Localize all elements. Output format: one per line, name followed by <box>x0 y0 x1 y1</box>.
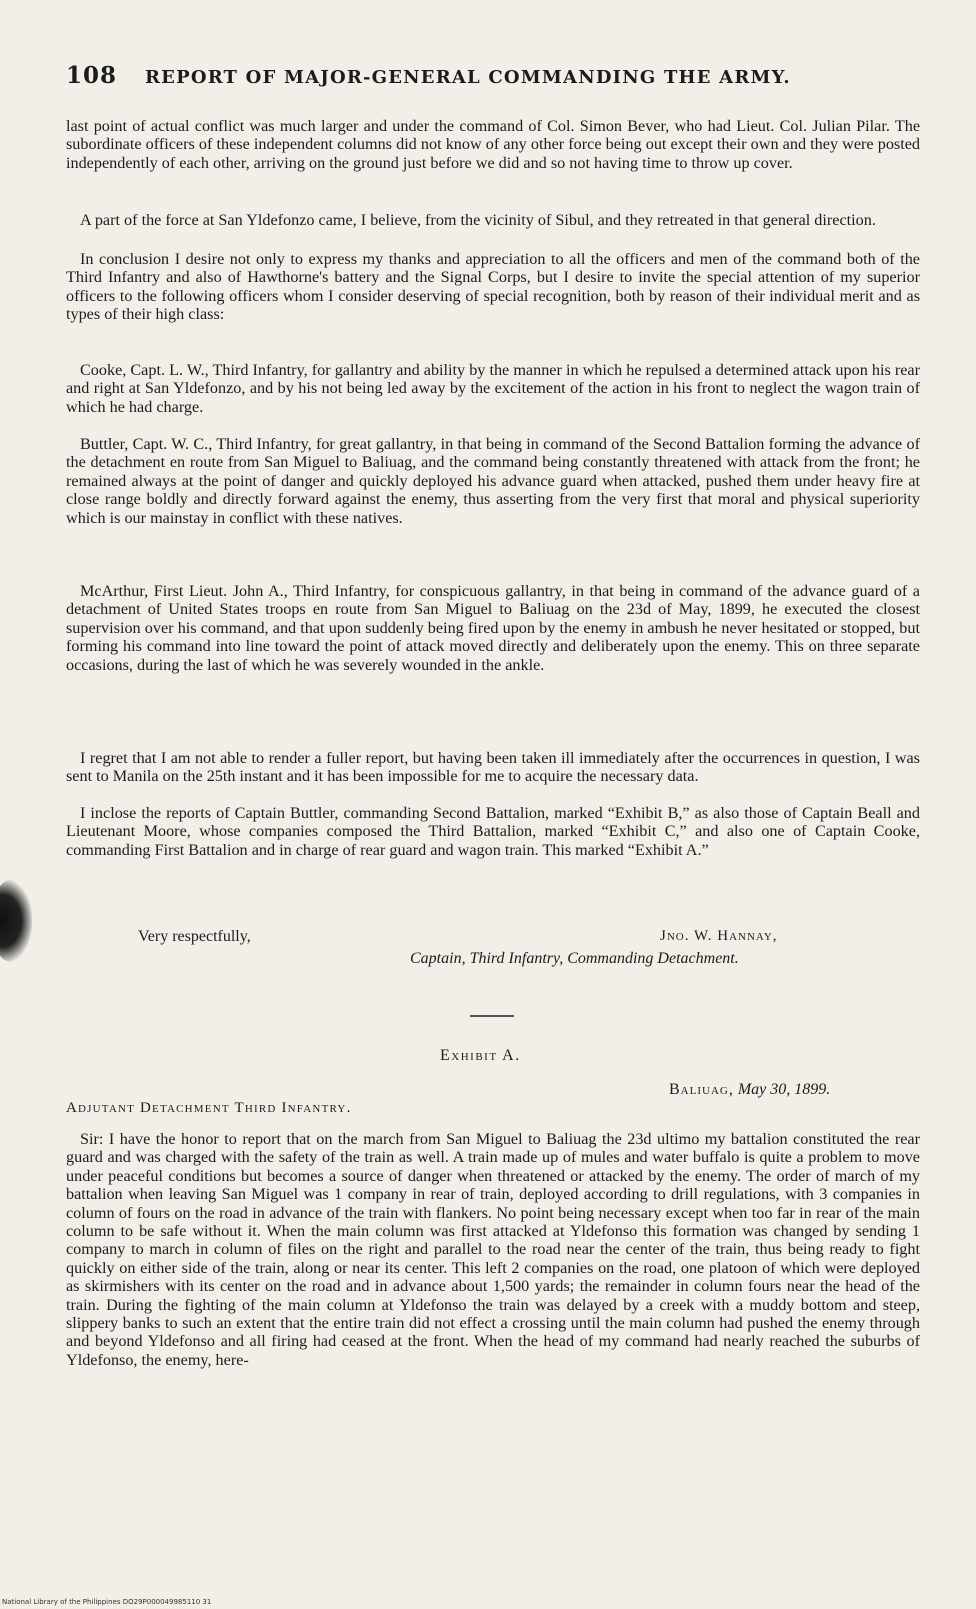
section-divider <box>470 1015 514 1017</box>
exhibit-body: Sir: I have the honor to report that on the march from San Miguel to Baliuag the 23d ultimo my battalion constituted the rear guard and was charged with the safety of the train as well. A train made up of mules and water buffalo is quite a problem to move under peaceful conditions but becomes a source of danger when threatened or attacked by the enemy. The order of march of my battalion when leaving San Miguel was 1 company in rear of train, deployed according to drill regulations, with 3 companies in column of fours on the road in advance of the train with flankers. No point being necessary except when too far in rear of the main column to be safe without it. When the main column was first attacked at Yldefonso this formation was changed by sending 1 company to march in column of files on the right and parallel to the road near the center of the train, thus being ready to fight quickly on either side of the train, along or near its center. This left 2 companies on the road, one platoon of which were deployed as skirmishers with its center on the road and in advance about 1,500 yards; the remainder in column fours near the head of the train. During the fighting of the main column at Yldefonso the train was delayed by a creek with a muddy bottom and steep, slippery banks to such an extent that the entire train did not effect a crossing until the main column had pushed the enemy through and beyond Yldefonso and all firing had ceased at the front. When the head of my command had nearly reached the suburbs of Yldefonso, the enemy, here- <box>66 1130 920 1369</box>
dateline <box>669 1081 830 1099</box>
paragraph-regret: I regret that I am not able to render a fuller report, but having been taken ill immediately after the occurrences in question, I was sent to Manila on the 25th instant and it has been impossible for me to acquire the necessary data. <box>66 749 920 786</box>
signature-title: Captain, Third Infantry, Commanding Detachment. <box>410 950 739 967</box>
paragraph-conclusion: In conclusion I desire not only to express my thanks and appreciation to all the officers and men of the command both of the Third Infantry and also of Hawthorne's battery and the Signal Corps, but I desire to invite the special attention of my superior officers to the following officers whom I consider deserving of special recognition, both by reason of their individual merit and as types of their high class: <box>66 250 920 324</box>
page-header <box>66 62 906 89</box>
exhibit-title: Exhibit A. <box>440 1047 521 1064</box>
paragraph-sibul: A part of the force at San Yldefonzo came, I believe, from the vicinity of Sibul, and they retreated in that general direction. <box>80 211 876 229</box>
dateline-place: Baliuag, <box>669 1081 734 1098</box>
running-head: REPORT OF MAJOR-GENERAL COMMANDING THE ARMY. <box>145 67 791 88</box>
dateline-date: May 30, 1899. <box>737 1081 831 1098</box>
paragraph-buttler: Buttler, Capt. W. C., Third Infantry, for great gallantry, in that being in command of the Second Battalion forming the advance of the detachment en route from San Miguel to Baliuag, and the command being constantly threatened with attack from the front; he remained always at the point of danger and quickly deployed his advance guard when attacked, pushed them under heavy fire at close range boldly and directly forward against the enemy, thus asserting from the very first that moral and physical superiority which is our mainstay in conflict with these natives. <box>66 435 920 527</box>
addressee: Adjutant Detachment Third Infantry. <box>66 1100 352 1116</box>
paragraph-inclose: I inclose the reports of Captain Buttler, commanding Second Battalion, marked “Exhibit B,” as also those of Captain Beall and Lieutenant Moore, whose companies composed the Third Battalion, marked “Exhibit C,” and also one of Captain Cooke, commanding First Battalion and in charge of rear guard and wagon train. This marked “Exhibit A.” <box>66 804 920 859</box>
closing-salutation: Very respectfully, <box>138 928 251 945</box>
ink-smudge <box>0 880 32 962</box>
paragraph-continuation: last point of actual conflict was much larger and under the command of Col. Simon Bever, who had Lieut. Col. Julian Pilar. The subordinate officers of these independent columns did not know of any other force being out except their own and they were posted independently of each other, arriving on the ground just before we did and so not having time to throw up cover. <box>66 117 920 172</box>
paragraph-cooke: Cooke, Capt. L. W., Third Infantry, for gallantry and ability by the manner in which he repulsed a determined attack upon his rear and right at San Yldefonzo, and by his not being led away by the excitement of the action in his front to neglect the wagon train of which he had charge. <box>66 361 920 416</box>
footer-credit: National Library of the Philippines DO29P000049985110 31 <box>2 1598 212 1606</box>
signature-name: Jno. W. Hannay, <box>660 928 778 944</box>
page-number: 108 <box>66 62 118 89</box>
paragraph-mcarthur: McArthur, First Lieut. John A., Third Infantry, for conspicuous gallantry, in that being in command of the advance guard of a detachment of United States troops en route from San Miguel to Baliuag on the 23d of May, 1899, he executed the closest supervision over his command, and that upon suddenly being fired upon by the enemy in ambush he never hesitated or stopped, but forming his command into line toward the point of attack moved directly and deliberately upon the enemy. This on three separate occasions, during the last of which he was severely wounded in the ankle. <box>66 582 920 674</box>
